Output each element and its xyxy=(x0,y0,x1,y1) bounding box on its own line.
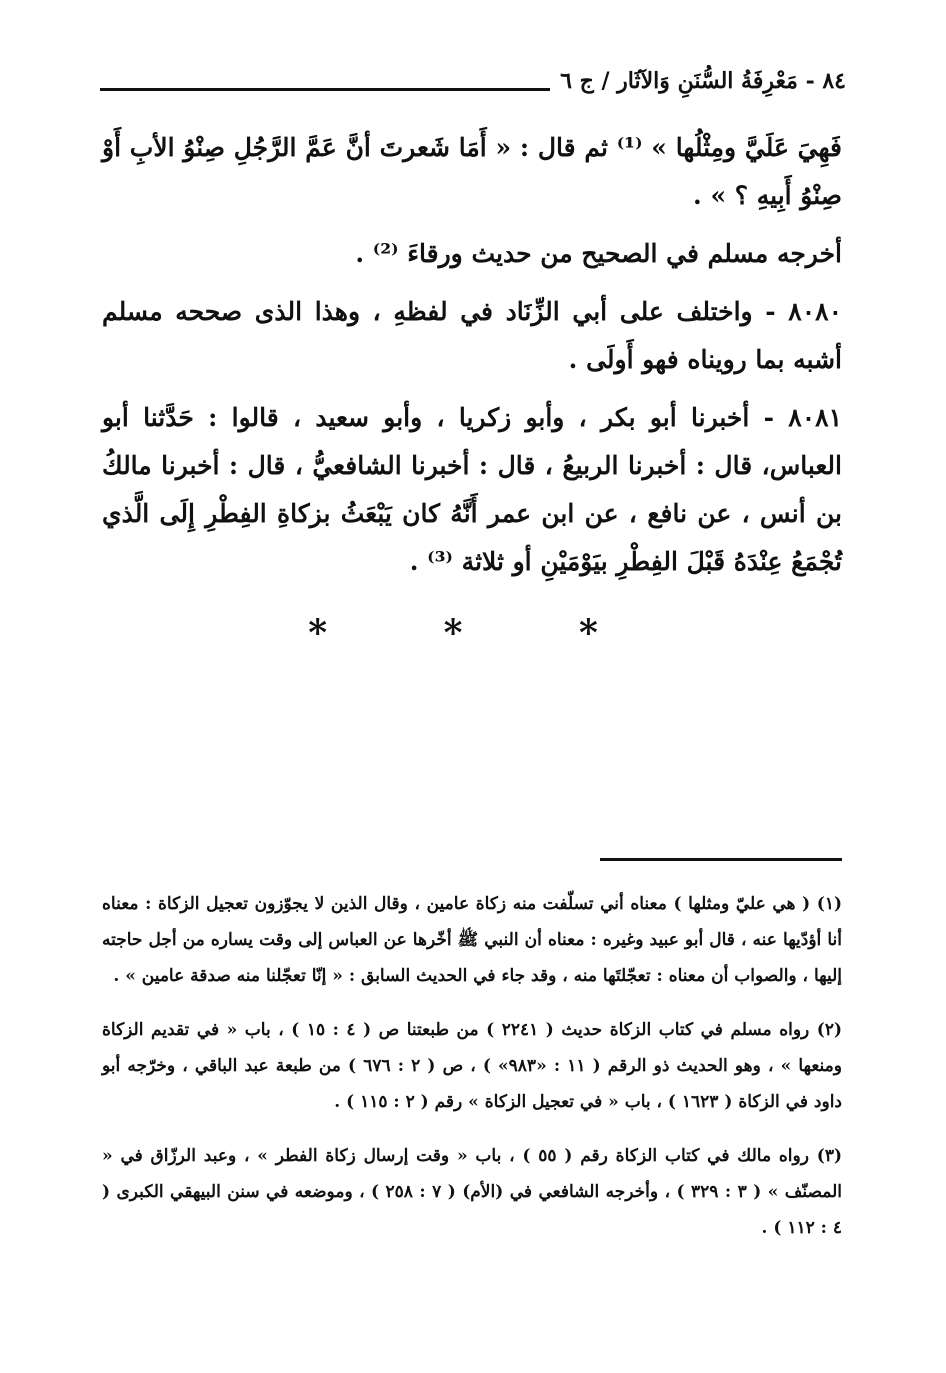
footnote-rule xyxy=(600,858,842,861)
asterisk: * xyxy=(308,612,368,654)
footnotes xyxy=(102,886,842,1264)
section-separator xyxy=(0,612,946,654)
asterisk: * xyxy=(443,612,503,654)
paragraph-hadith-8081: ٨٠٨١ - أخبرنا أبو بكر ، وأبو زكريا ، وأبو سعيد ، قالوا : حَدَّثنا أبو العباس، قال : أخبرنا الربيعُ ، قال : أخبرنا الشافعيُّ ، قال : أخبرنا مالكُ بن أنس ، عن نافع ، عن ابن عمر أَنَّهُ كان يَبْعَثُ بزكاةِ الفِطْرِ إِلَى الَّذي تُجْمَعُ عِنْدَهُ قَبْلَ الفِطْرِ بيَوْمَيْنِ أو ثلاثة ⁽³⁾ . xyxy=(102,403,842,576)
paragraph-takhrij: أخرجه مسلم في الصحيح من حديث ورقاءَ ⁽²⁾ . xyxy=(355,239,842,268)
paragraph-continuation: فَهِيَ عَلَيَّ ومِثْلُها » ⁽¹⁾ ثم قال : « أَمَا شَعرتَ أنَّ عَمَّ الرَّجُلِ صِنْوُ الأبِ أَوْ صِنْوُ أَبِيهِ ؟ » . xyxy=(102,133,842,210)
asterisk: * xyxy=(578,612,638,654)
paragraph-hadith-8080: ٨٠٨٠ - واختلف على أبي الزِّنَاد في لفظهِ ، وهذا الذى صححه مسلم أشبه بما رويناه فهو أَولَى . xyxy=(102,297,842,374)
main-text xyxy=(102,124,842,596)
footnote-2: (٢) رواه مسلم في كتاب الزكاة حديث ( ٢٢٤١ ) من طبعتنا ص ( ٤ : ١٥ ) ، باب « في تقديم الزكاة ومنعها » ، وهو الحديث ذو الرقم ( ١١ : «٩٨٣» ) ، ص ( ٢ : ٦٧٦ ) من طبعة عبد الباقي ، وخرّجه أبو داود في الزكاة ( ١٦٢٣ ) ، باب « في تعجيل الزكاة » رقم ( ٢ : ١١٥ ) . xyxy=(102,1020,842,1112)
header-rule xyxy=(100,88,596,91)
running-header xyxy=(100,62,846,102)
footnote-1: (١) ( هي عليّ ومثلها ) معناه أني تسلّفت منه زكاة عامين ، وقال الذين لا يجوّزون تعجيل الزكاة : معناه أنا أؤدّيها عنه ، قال أبو عبيد وغيره : معناه أن النبي ﷺ أخّرها عن العباس إلى وقت يساره من أجل حاجته إليها ، والصواب أن معناه : تعجّلتَها منه ، وقد جاء في الحديث السابق : « إنّا تعجّلنا منه صدقة عامين » . xyxy=(102,894,842,986)
footnote-3: (٣) رواه مالك في كتاب الزكاة رقم ( ٥٥ ) ، باب « وقت إرسال زكاة الفطر » ، وعبد الرزّاق في « المصنّف » ( ٣ : ٣٢٩ ) ، وأخرجه الشافعي في (الأم) ( ٧ : ٢٥٨ ) ، وموضعه في سنن البيهقي الكبرى ( ٤ : ١١٢ ) . xyxy=(102,1146,842,1238)
header-title: ٨٤ - مَعْرِفَةُ السُّنَنِ وَالآثَار / ج ٦ xyxy=(550,68,846,94)
